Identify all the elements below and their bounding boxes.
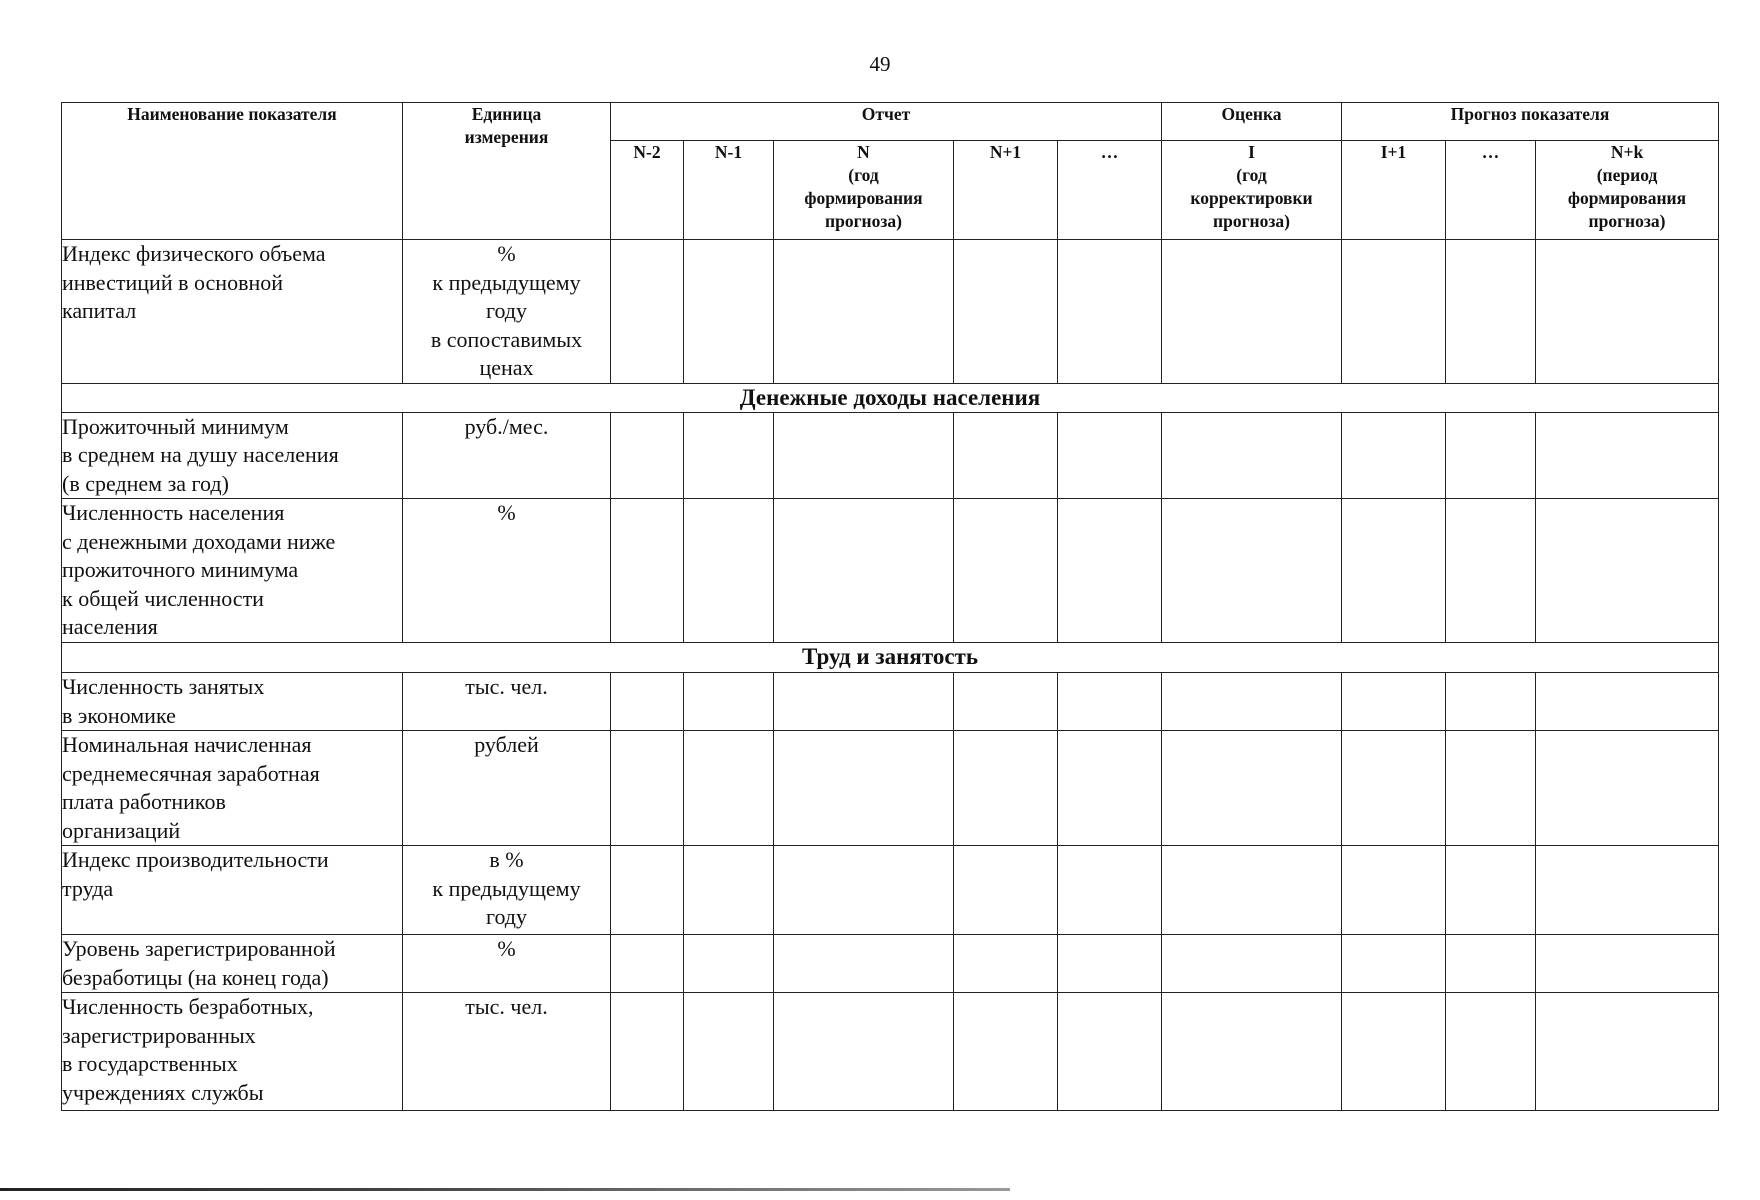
indicator-cell: Индекс физического объема инвестиций в основной капитал: [62, 240, 403, 384]
value-cell[interactable]: [1162, 731, 1342, 846]
value-cell[interactable]: [954, 412, 1058, 499]
value-cell[interactable]: [1342, 731, 1446, 846]
value-cell[interactable]: [611, 412, 684, 499]
value-cell[interactable]: [1446, 731, 1536, 846]
indicator-cell: Численность занятых в экономике: [62, 673, 403, 731]
unit-cell: %: [403, 499, 611, 643]
unit-cell: руб./мес.: [403, 412, 611, 499]
unit-cell: тыс. чел.: [403, 993, 611, 1111]
header-i-plus-1: I+1: [1342, 141, 1446, 240]
table-row: [62, 993, 1719, 1111]
indicator-cell: Индекс производительности труда: [62, 846, 403, 935]
value-cell[interactable]: [1536, 993, 1719, 1111]
value-cell[interactable]: [954, 673, 1058, 731]
header-ellipsis-report: …: [1058, 141, 1162, 240]
value-cell[interactable]: [684, 499, 774, 643]
value-cell[interactable]: [1536, 499, 1719, 643]
value-cell[interactable]: [774, 731, 954, 846]
unit-cell: %: [403, 935, 611, 993]
header-n-plus-k: N+k (период формирования прогноза): [1536, 141, 1719, 240]
value-cell[interactable]: [1058, 731, 1162, 846]
header-n: N (год формирования прогноза): [774, 141, 954, 240]
value-cell[interactable]: [1446, 412, 1536, 499]
table-row: [62, 846, 1719, 935]
value-cell[interactable]: [1342, 993, 1446, 1111]
header-i: I (год корректировки прогноза): [1162, 141, 1342, 240]
value-cell[interactable]: [954, 993, 1058, 1111]
value-cell[interactable]: [684, 240, 774, 384]
table-row: [62, 240, 1719, 384]
indicator-cell: Прожиточный минимум в среднем на душу населения (в среднем за год): [62, 412, 403, 499]
value-cell[interactable]: [954, 935, 1058, 993]
value-cell[interactable]: [684, 935, 774, 993]
value-cell[interactable]: [954, 846, 1058, 935]
table-row: [62, 673, 1719, 731]
value-cell[interactable]: [1536, 731, 1719, 846]
unit-cell: % к предыдущему году в сопоставимых ценах: [403, 240, 611, 384]
header-unit: Единица измерения: [403, 103, 611, 240]
indicator-cell: Номинальная начисленная среднемесячная заработная плата работников организаций: [62, 731, 403, 846]
unit-cell: в % к предыдущему году: [403, 846, 611, 935]
value-cell[interactable]: [1162, 499, 1342, 643]
header-indicator-name: Наименование показателя: [62, 103, 403, 240]
value-cell[interactable]: [1162, 993, 1342, 1111]
value-cell[interactable]: [1162, 935, 1342, 993]
section-heading-labor: Труд и занятость: [62, 643, 1719, 673]
value-cell[interactable]: [684, 412, 774, 499]
header-ellipsis-forecast: …: [1446, 141, 1536, 240]
value-cell[interactable]: [1446, 993, 1536, 1111]
value-cell[interactable]: [1536, 935, 1719, 993]
value-cell[interactable]: [611, 993, 684, 1111]
value-cell[interactable]: [954, 499, 1058, 643]
value-cell[interactable]: [1536, 240, 1719, 384]
value-cell[interactable]: [1342, 499, 1446, 643]
value-cell[interactable]: [1058, 240, 1162, 384]
value-cell[interactable]: [774, 499, 954, 643]
unit-cell: рублей: [403, 731, 611, 846]
value-cell[interactable]: [774, 673, 954, 731]
value-cell[interactable]: [1342, 240, 1446, 384]
value-cell[interactable]: [611, 846, 684, 935]
value-cell[interactable]: [774, 846, 954, 935]
table-row: [62, 731, 1719, 846]
value-cell[interactable]: [774, 412, 954, 499]
forecast-indicators-table: [61, 102, 1719, 1111]
value-cell[interactable]: [1058, 846, 1162, 935]
value-cell[interactable]: [1162, 846, 1342, 935]
value-cell[interactable]: [1058, 673, 1162, 731]
header-n-minus-1: N-1: [684, 141, 774, 240]
value-cell[interactable]: [1342, 846, 1446, 935]
value-cell[interactable]: [1536, 673, 1719, 731]
value-cell[interactable]: [1446, 935, 1536, 993]
indicator-cell: Численность безработных, зарегистрированных в государственных учреждениях службы: [62, 993, 403, 1111]
value-cell[interactable]: [1446, 240, 1536, 384]
footer-rule: [0, 1188, 1010, 1191]
value-cell[interactable]: [611, 731, 684, 846]
value-cell[interactable]: [611, 240, 684, 384]
table-row: [62, 499, 1719, 643]
header-group-estimate: Оценка: [1162, 103, 1342, 141]
unit-cell: тыс. чел.: [403, 673, 611, 731]
value-cell[interactable]: [1058, 412, 1162, 499]
value-cell[interactable]: [954, 240, 1058, 384]
header-group-report: Отчет: [611, 103, 1162, 141]
value-cell[interactable]: [684, 673, 774, 731]
value-cell[interactable]: [1058, 993, 1162, 1111]
indicator-cell: Уровень зарегистрированной безработицы (на конец года): [62, 935, 403, 993]
value-cell[interactable]: [684, 993, 774, 1111]
page-number: 49: [869, 52, 891, 76]
value-cell[interactable]: [1058, 935, 1162, 993]
header-n-plus-1: N+1: [954, 141, 1058, 240]
header-group-forecast: Прогноз показателя: [1342, 103, 1719, 141]
value-cell[interactable]: [1446, 673, 1536, 731]
value-cell[interactable]: [1536, 412, 1719, 499]
value-cell[interactable]: [684, 731, 774, 846]
indicator-cell: Численность населения с денежными доходами ниже прожиточного минимума к общей численности населения: [62, 499, 403, 643]
value-cell[interactable]: [774, 240, 954, 384]
section-heading-income: Денежные доходы населения: [62, 383, 1719, 412]
value-cell[interactable]: [774, 935, 954, 993]
value-cell[interactable]: [684, 846, 774, 935]
table-row: [62, 935, 1719, 993]
value-cell[interactable]: [1446, 499, 1536, 643]
value-cell[interactable]: [1058, 499, 1162, 643]
table-row: [62, 412, 1719, 499]
value-cell[interactable]: [611, 499, 684, 643]
value-cell[interactable]: [1162, 240, 1342, 384]
value-cell[interactable]: [1446, 846, 1536, 935]
value-cell[interactable]: [611, 673, 684, 731]
value-cell[interactable]: [1536, 846, 1719, 935]
value-cell[interactable]: [1342, 412, 1446, 499]
header-n-minus-2: N-2: [611, 141, 684, 240]
value-cell[interactable]: [611, 935, 684, 993]
value-cell[interactable]: [1342, 673, 1446, 731]
value-cell[interactable]: [774, 993, 954, 1111]
value-cell[interactable]: [1342, 935, 1446, 993]
value-cell[interactable]: [1162, 412, 1342, 499]
value-cell[interactable]: [1162, 673, 1342, 731]
value-cell[interactable]: [954, 731, 1058, 846]
